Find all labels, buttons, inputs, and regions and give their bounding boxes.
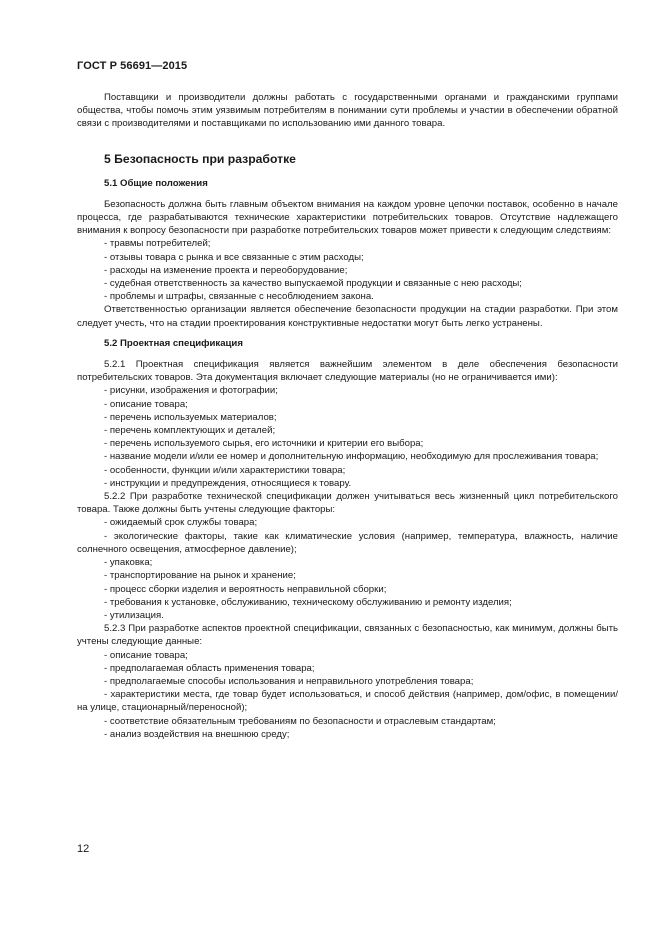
list-item: - перечень комплектующих и деталей;: [104, 425, 276, 437]
list-item: - описание товара;: [104, 649, 188, 661]
section-5-heading: 5 Безопасность при разработке: [104, 151, 296, 166]
list-item: - проблемы и штрафы, связанные с несоблюдением закона.: [104, 291, 374, 303]
list-item: - ожидаемый срок службы товара;: [104, 517, 258, 529]
list-item: - травмы потребителей;: [104, 238, 211, 250]
list-item: - экологические факторы, такие как климатические условия (например, температура, влажность, наличие солнечного освещения, атмосферное давление);: [77, 530, 618, 555]
section-5-1-heading: 5.1 Общие положения: [104, 177, 208, 189]
list-item: - особенности, функции и/или характеристики товара;: [104, 464, 346, 476]
page-content: [77, 91, 618, 741]
list-item: - предполагаемые способы использования и неправильного употребления товара;: [104, 675, 474, 687]
list-item: - требования к установке, обслуживанию, техническому обслуживанию и ремонту изделия;: [104, 596, 512, 608]
list-item: - перечень используемых материалов;: [104, 411, 277, 423]
clause-5-2-2: 5.2.2 При разработке технической спецификации должен учитываться весь жизненный цикл потребительского товара. Также должны быть учтены следующие факторы:: [77, 491, 618, 516]
list-item: - утилизация.: [104, 609, 164, 621]
list-item: - упаковка;: [104, 557, 153, 569]
list-item: - характеристики места, где товар будет использоваться, и способ действия (например, дом/офис, в помещении/на улице, стационарный/переносной);: [77, 689, 618, 714]
section-5-1-conclusion: Ответственностью организации является обеспечение безопасности продукции на стадии разработки. При этом следует учесть, что на стадии проектирования конструктивные недостатки могут быть легко устранены.: [77, 304, 618, 329]
list-item: - отзывы товара с рынка и все связанные с этим расходы;: [104, 251, 364, 263]
list-item: - судебная ответственность за качество выпускаемой продукции и связанные с нею расходы;: [104, 278, 522, 290]
intro-paragraph: Поставщики и производители должны работать с государственными органами и гражданскими группами общества, чтобы помочь этим уязвимым потребителям в понимании сути проблемы и участии в обеспечении обратной связи с производителями и поставщиками по использованию ими данного товара.: [77, 92, 618, 130]
section-5-2-heading: 5.2 Проектная спецификация: [104, 337, 243, 349]
list-item: - соответствие обязательным требованиям по безопасности и отраслевым стандартам;: [104, 715, 496, 727]
list-item: - анализ воздействия на внешнюю среду;: [104, 728, 290, 740]
list-item: - инструкции и предупреждения, относящиеся к товару.: [104, 477, 352, 489]
clause-5-2-1: 5.2.1 Проектная спецификация является важнейшим элементом в деле обеспечения безопасности потребительских товаров. Эта документация включает следующие материалы (но не ограничивается ими):: [77, 359, 618, 384]
list-item: - перечень используемого сырья, его источники и критерии его выбора;: [104, 438, 424, 450]
section-5-1-paragraph: Безопасность должна быть главным объектом внимания на каждом уровне цепочки поставок, особенно в начале процесса, где разрабатываются технические характеристики потребительских товаров. Отсутствие надлежащего внимания к вопросу безопасности при разработке потребительских товаров может привести к следующим следствиям:: [77, 198, 618, 237]
list-item: - транспортирование на рынок и хранение;: [104, 570, 296, 582]
list-item: - предполагаемая область применения товара;: [104, 662, 315, 674]
standard-header: ГОСТ Р 56691—2015: [77, 60, 188, 72]
list-item: - процесс сборки изделия и вероятность неправильной сборки;: [104, 583, 387, 595]
list-item: - расходы на изменение проекта и переоборудование;: [104, 264, 348, 276]
page-number: 12: [77, 843, 90, 855]
clause-5-2-3: 5.2.3 При разработке аспектов проектной спецификации, связанных с безопасностью, как минимум, должны быть учтены следующие данные:: [77, 623, 618, 648]
list-item: - название модели и/или ее номер и дополнительную информацию, необходимую для прослеживания товара;: [104, 451, 599, 463]
list-item: - рисунки, изображения и фотографии;: [104, 385, 278, 397]
list-item: - описание товара;: [104, 398, 188, 410]
